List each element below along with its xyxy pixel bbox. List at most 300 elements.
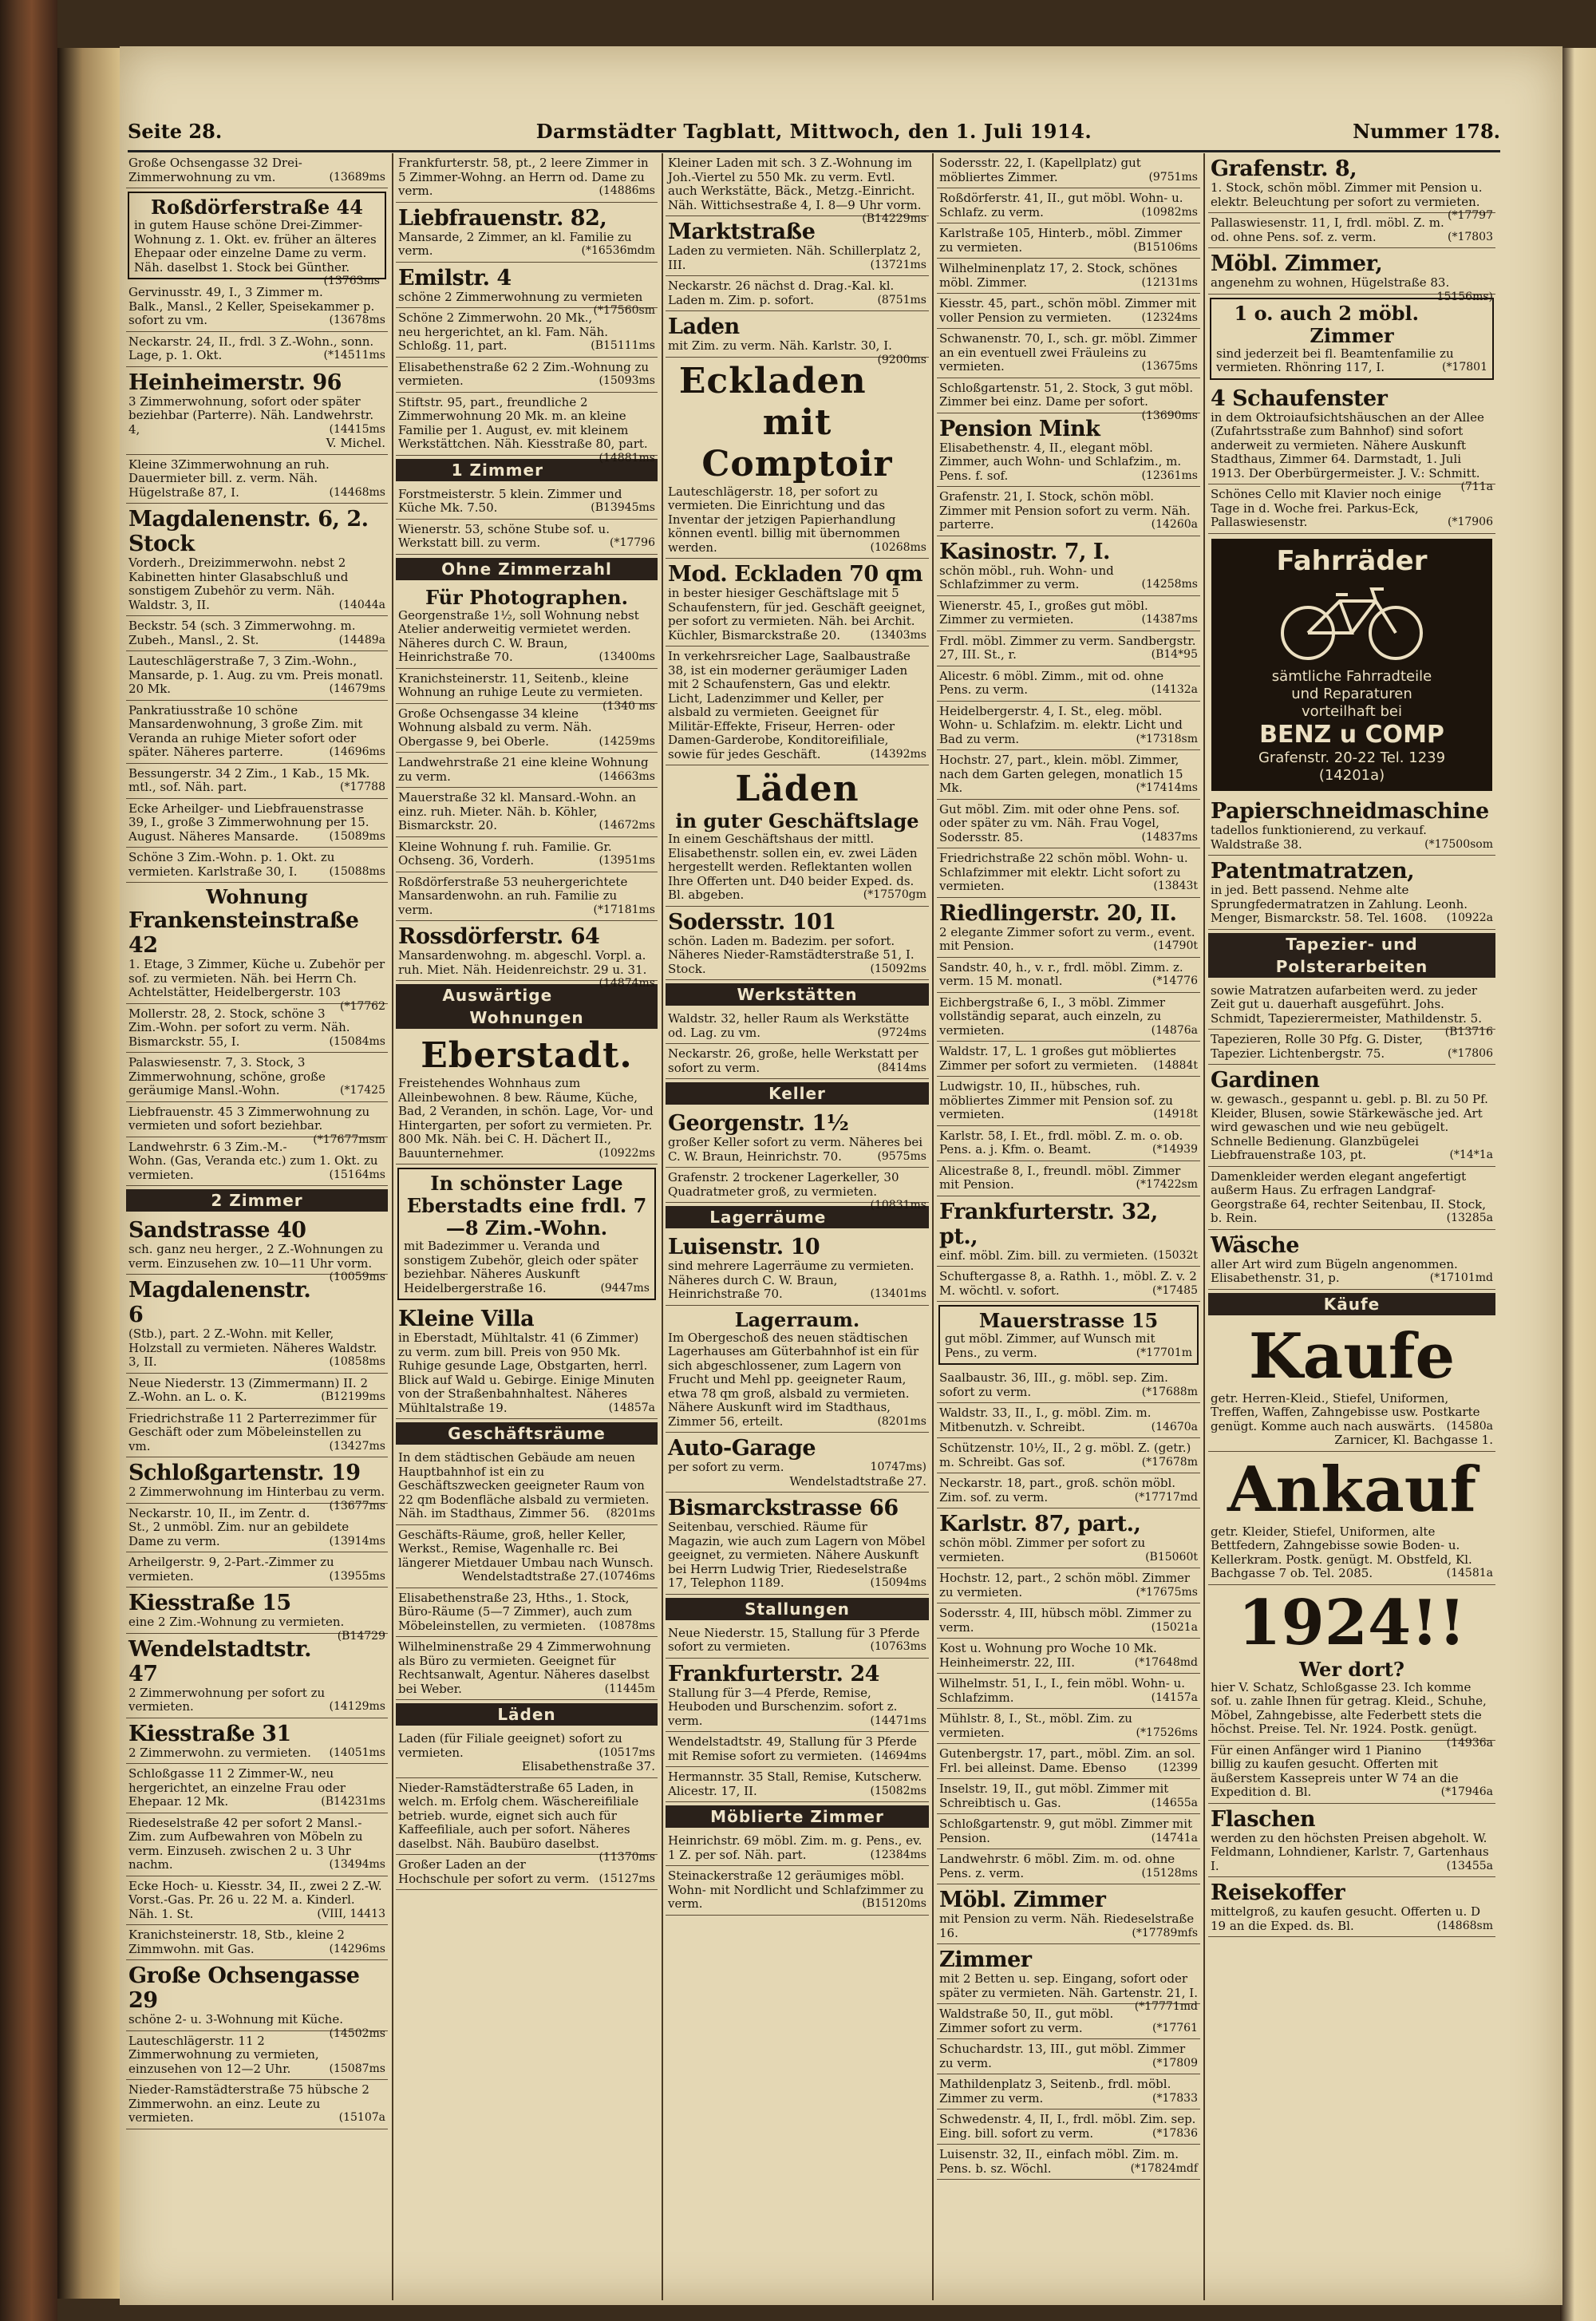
ad-code: (15021a xyxy=(1151,1620,1198,1634)
ad-text: Gutenbergstr. 17, part., möbl. Zim. an sol. Frl. bei alleinst. Dame. Ebenso xyxy=(939,1746,1195,1775)
classified-ad xyxy=(396,669,658,713)
classified-ad xyxy=(126,332,388,367)
ad-text: Luisenstr. 32, II., einfach möbl. Zim. m. Pens. b. sz. Wöchl. xyxy=(939,2147,1179,2176)
ad-body xyxy=(939,1164,1198,1192)
ad-text: tadellos funktionierend, zu verkauf. Waldstraße 38. xyxy=(1211,823,1427,852)
ad-body xyxy=(668,587,926,643)
ad-code: (B12199ms xyxy=(321,1390,385,1403)
ad-code: (13455a xyxy=(1446,1859,1493,1872)
ad-text: Stiftstr. 95, part., freundliche 2 Zimmerwohnung 20 Mk. m. an kleine Familie per 1. August, ev. mit kleinem Werkstättchen. Näh. Kiesstraße 80, part. xyxy=(398,394,648,451)
ad-text: Mühlstr. 8, I., St., möbl. Zim. zu vermieten. xyxy=(939,1711,1132,1740)
ad-text: Roßdörferstr. 41, II., gut möbl. Wohn- u. Schlafz. zu verm. xyxy=(939,191,1183,219)
classified-ad xyxy=(666,1306,929,1433)
ad-body xyxy=(128,556,385,612)
classified-ad xyxy=(126,2080,388,2129)
ad-body xyxy=(668,832,926,903)
ad-code: (14876a xyxy=(1151,1023,1198,1037)
classified-ad xyxy=(937,259,1200,294)
ad-body xyxy=(939,670,1198,698)
ad-body xyxy=(1211,275,1493,303)
ad-body xyxy=(398,1331,655,1415)
classified-ad xyxy=(396,583,658,669)
ad-headline: Schloßgartenstr. 19 xyxy=(128,1461,361,1485)
classified-ad xyxy=(937,2109,1200,2145)
section-heading: Auswärtige Wohnungen xyxy=(396,984,658,1029)
ad-code: (13955ms xyxy=(329,1569,385,1583)
ad-body xyxy=(128,2012,385,2040)
section-heading: Möblierte Zimmer xyxy=(666,1805,929,1828)
classified-ad xyxy=(937,898,1200,958)
classified-ad xyxy=(937,413,1200,488)
book-binding xyxy=(0,0,57,2321)
classified-ad xyxy=(666,1623,929,1659)
classified-ad xyxy=(937,750,1200,800)
classified-ad xyxy=(1208,1877,1495,1937)
ad-text: Für einen Anfänger wird 1 Pianino billig zu kaufen gesucht. Offerten mit äußerstem Kassepreis unter W 74 an die Expedition d. Bl. xyxy=(1211,1742,1459,1799)
ad-text: Ecke Hoch- u. Kiesstr. 34, II., zwei 2 Z.-W. Vorst.-Gas. Pr. 26 u. 22 M. a. Kinderl. Näh. 1. St. xyxy=(128,1878,382,1921)
classified-ad xyxy=(396,393,658,465)
classified-ad xyxy=(937,1042,1200,1077)
ad-text: Landwehrstr. 6 3 Zim.-M.-Wohn. (Gas, Veranda etc.) zum 1. Okt. zu vermieten. xyxy=(128,1139,378,1182)
classified-ad xyxy=(666,1009,929,1044)
ad-code: (14415ms xyxy=(329,422,385,436)
classified-ad xyxy=(396,1729,658,1778)
ad-body xyxy=(128,1412,385,1454)
bicycle-icon xyxy=(1272,577,1432,665)
classified-ad xyxy=(937,666,1200,702)
ad-code: (14655a xyxy=(1151,1796,1198,1809)
ad-code: (*17797 xyxy=(1448,209,1493,222)
ad-code: (B15120ms xyxy=(862,1897,926,1910)
ad-text: sowie Matratzen aufarbeiten werd. zu jeder Zeit gut u. dauerhaft ausgeführt. Johs. Schmidt, Tapezierermeister, Mathildenstr. 5. xyxy=(1211,983,1482,1026)
ad-text: hier V. Schatz, Schloßgasse 23. Ich komme sof. u. zahle Ihnen für getrag. Kleid., Schuhe, Möbel, Zahngebisse, alte Federbett stets die höchst. Preise. Tel. Nr. 1924. Postk. genügt. xyxy=(1211,1679,1487,1736)
ad-body xyxy=(398,1077,655,1160)
ad-text: Bessungerstr. 34 2 Zim., 1 Kab., 15 Mk. mtl., sof. Näh. part. xyxy=(128,765,370,794)
ad-text: Gut möbl. Zim. mit oder ohne Pens. sof. oder später zu vm. Näh. Frau Vogel, Sodersstr. 85. xyxy=(939,801,1180,844)
classified-ad xyxy=(396,1448,658,1525)
classified-ad xyxy=(937,800,1200,849)
ad-code: (10831ms xyxy=(870,1199,926,1212)
ad-code: (12324ms xyxy=(1141,310,1198,324)
ad-text: Schwanenstr. 70, I., sch. gr. möbl. Zimmer an ein eventuell zwei Fräuleins zu vermieten. xyxy=(939,331,1197,374)
ad-code: (14679ms xyxy=(329,682,385,695)
ad-code: (14471ms xyxy=(870,1714,926,1727)
ad-code: (14044a xyxy=(338,598,385,611)
ad-text: Friedrichstraße 22 schön möbl. Wohn- u. Schlafzimmer mit elektr. Licht sofort zu vermieten. xyxy=(939,851,1188,893)
ad-body xyxy=(398,876,655,918)
ad-code: (B14231ms xyxy=(321,1795,385,1808)
ad-headline: Frankfurterstr. 32, pt., xyxy=(939,1199,1158,1249)
ad-code: (14296ms xyxy=(329,1942,385,1955)
ad-code: (13427ms xyxy=(329,1439,385,1453)
section-heading: Tapezier- und Polsterarbeiten xyxy=(1208,933,1495,978)
bike-ad-line: und Reparaturen xyxy=(1291,686,1412,702)
ad-heading: Mauerstrasse 15 xyxy=(978,1309,1159,1332)
ad-body xyxy=(939,1971,1198,2013)
ad-code: (14392ms xyxy=(870,747,926,761)
ad-heading: 1 o. auch 2 möbl. Zimmer xyxy=(1234,301,1419,347)
ad-text: in dem Oktroiaufsichtshäuschen an der Allee (Zufahrtsstraße zum Bahnhof) sind sofort anderweit zu vermieten. Nähere Auskunft Stadthaus, Zimmer 64. Darmstadt, 1. Juli 1913. Der Oberbürgermeister. J. V.: Schmitt. xyxy=(1211,409,1484,480)
ad-code: (14868sm xyxy=(1436,1919,1493,1932)
ad-headline: Zimmer xyxy=(939,1947,1032,1972)
classified-columns xyxy=(126,153,1502,2292)
classified-ad xyxy=(397,1168,656,1300)
ad-body xyxy=(939,1045,1198,1073)
ad-body xyxy=(668,1047,926,1075)
classified-ad xyxy=(937,1161,1200,1196)
ad-body xyxy=(404,1240,650,1295)
classified-ad xyxy=(396,872,658,922)
ad-code: (9575ms xyxy=(877,1149,926,1163)
ad-text: Mauerstraße 32 kl. Mansard.-Wohn. an einz. ruh. Mieter. Näh. b. Köhler, Bismarckstr. 20. xyxy=(398,790,637,832)
ad-text: Schützenstr. 10½, II., 2 g. möbl. Z. (getr.) m. Schreibt. Gas sof. xyxy=(939,1441,1191,1469)
ad-body xyxy=(128,704,385,760)
ad-code: (14259ms xyxy=(598,734,655,748)
ad-body xyxy=(939,2078,1198,2106)
classified-ad xyxy=(666,1767,929,1802)
classified-ad xyxy=(937,1674,1200,1709)
ad-giant-title: 1924!! xyxy=(1238,1586,1466,1659)
ad-giant-title: Eberstadt. xyxy=(421,1035,633,1076)
ad-text: Schuftergasse 8, a. Rathh. 1., möbl. Z. v. 2 M. wöchtl. v. sofort. xyxy=(939,1269,1197,1298)
ad-text: Vorderh., Dreizimmerwohn. nebst 2 Kabinetten hinter Glasabschluß und sonstigem Zubehör zu verm. Näh. Waldstr. 3, II. xyxy=(128,556,349,612)
ad-code: (14581a xyxy=(1446,1567,1493,1580)
ad-code: (10517ms xyxy=(598,1746,655,1759)
ad-code: (*14939 xyxy=(1152,1143,1198,1156)
ad-body xyxy=(939,1747,1198,1775)
ad-text: Roßdörferstraße 53 neuhergerichtete Mansardenwohn. an ruh. Familie zu verm. xyxy=(398,874,628,917)
ad-code: (10858ms xyxy=(329,1355,385,1368)
ad-text: Neckarstr. 26, große, helle Werkstatt per sofort zu verm. xyxy=(668,1046,918,1075)
ad-text: Elisabethenstr. 4, II., elegant möbl. Zimmer, auch Wohn- und Schlafzim., m. Pens. f. sof. xyxy=(939,440,1182,483)
ad-body xyxy=(939,192,1198,219)
classified-ad xyxy=(937,536,1200,596)
ad-code: (13678ms xyxy=(329,314,385,326)
classified-ad xyxy=(937,631,1200,666)
ad-code: (9724ms xyxy=(877,1026,926,1039)
ad-code: (B15111ms xyxy=(591,339,655,352)
ad-code: (13721ms xyxy=(870,258,926,271)
ad-text: schöne 2 Zimmerwohnung zu vermieten xyxy=(398,289,643,304)
ad-code: (14129ms xyxy=(329,1700,385,1713)
ad-headline: Marktstraße xyxy=(668,219,816,244)
classified-ad xyxy=(937,1709,1200,1744)
ad-body xyxy=(939,1080,1198,1122)
ad-body xyxy=(398,488,655,516)
ad-text: eine 2 Zim.-Wohnung zu vermieten. xyxy=(128,1615,345,1629)
classified-ad xyxy=(937,1438,1200,1473)
ad-text: Lauteschlägerstr. 18, per sofort zu vermieten. Die Einrichtung und das Inventar der jetzigen Papierhandlung können eventl. billig mit übernommen werden. xyxy=(668,484,900,555)
ad-text: Schloßgartenstr. 51, 2. Stock, 3 gut möbl. Zimmer bei einz. Dame per sofort. xyxy=(939,380,1194,409)
ad-text: mit Badezimmer u. Veranda und sonstigem Zubehör, gleich oder später beziehbar. Näheres Auskunft Heidelbergerstraße 16. xyxy=(404,1239,638,1295)
ad-code: (*17101md xyxy=(1429,1271,1493,1284)
ad-body xyxy=(1211,180,1493,222)
ad-body xyxy=(939,635,1198,662)
ad-headline: Flaschen xyxy=(1211,1806,1315,1832)
classified-ad xyxy=(126,1876,388,1926)
ad-code: (14051ms xyxy=(329,1746,385,1759)
classified-ad xyxy=(396,753,658,788)
ad-headline: Heinheimerstr. 96 xyxy=(128,370,342,395)
classified-ad xyxy=(126,651,388,701)
ad-text: Landwehrstraße 21 eine kleine Wohnung zu verm. xyxy=(398,755,649,784)
classified-ad xyxy=(1208,796,1495,856)
ad-code: (*17422sm xyxy=(1136,1178,1198,1191)
classified-ad xyxy=(937,702,1200,751)
classified-ad xyxy=(666,1232,929,1306)
ad-code: (15082ms xyxy=(870,1784,926,1797)
ad-text: Pallaswiesenstr. 11, I, frdl. möbl. Z. m. od. ohne Pens. sof. z. verm. xyxy=(1211,215,1444,244)
classified-ad xyxy=(396,520,658,555)
ad-text: Stallung für 3—4 Pferde, Remise, Heuboden und Burschenzim. sofort z. verm. xyxy=(668,1685,898,1728)
ad-body xyxy=(939,705,1198,747)
classified-ad xyxy=(1208,1065,1495,1167)
ad-code: (*17771md xyxy=(1134,2000,1198,2013)
classified-ad xyxy=(937,596,1200,631)
ad-signature: Wendelstadtstraße 27. xyxy=(789,1473,926,1489)
ad-body xyxy=(939,803,1198,845)
ad-body xyxy=(398,609,655,665)
ad-text: Kiesstr. 45, part., schön möbl. Zimmer mit voller Pension zu vermieten. xyxy=(939,296,1196,325)
ad-code: (B13945ms xyxy=(591,501,655,514)
ad-code: (14258ms xyxy=(1141,578,1198,591)
section-heading: Käufe xyxy=(1208,1293,1495,1315)
ad-code: (15164ms xyxy=(329,1168,385,1181)
ad-code: (15032t xyxy=(1153,1248,1198,1262)
ad-text: Schönes Cello mit Klavier noch einige Tage in d. Woche frei. Parkus-Eck, Pallaswiesenstr. xyxy=(1211,487,1442,529)
ad-body xyxy=(398,756,655,784)
classified-ad xyxy=(126,1457,388,1512)
ad-body xyxy=(945,1332,1192,1360)
ad-code: (*17789mfs xyxy=(1132,1926,1198,1939)
ad-headline: Wendelstadtstr. 47 xyxy=(128,1636,312,1686)
classified-ad xyxy=(126,153,388,188)
classified-ad xyxy=(1208,484,1495,534)
ad-code: (*17688m xyxy=(1141,1385,1198,1398)
bike-ad-title: Fahrräder xyxy=(1276,544,1428,577)
ad-code: (B13716 xyxy=(1444,1026,1493,1038)
column-3 xyxy=(666,153,929,2292)
classified-ad xyxy=(126,848,388,883)
ad-text: per sofort zu verm. xyxy=(668,1460,784,1474)
ad-text: Wilhelminenplatz 17, 2. Stock, schönes möbl. Zimmer. xyxy=(939,261,1178,290)
page-gutter xyxy=(57,48,121,2299)
ad-body xyxy=(939,961,1198,989)
ad-headline: Luisenstr. 10 xyxy=(668,1235,820,1259)
ad-body xyxy=(1211,983,1493,1038)
ad-text: Wendelstadtstr. 49, Stallung für 3 Pferde mit Remise sofort zu vermieten. xyxy=(668,1734,917,1763)
classified-ad xyxy=(666,1732,929,1767)
ad-body xyxy=(668,935,926,977)
ad-code: (*17570gm xyxy=(863,888,926,901)
ad-text: In dem städtischen Gebäude am neuen Hauptbahnhof ist ein zu Geschäftszwecken geeigneter Raum von 22 qm Bodenfläche alsbald zu vermieten. Näh. im Stadthaus, Zimmer 56. xyxy=(398,1450,650,1520)
ad-headline: Wäsche xyxy=(1211,1232,1299,1258)
classified-ad xyxy=(937,1779,1200,1814)
ad-body xyxy=(398,1640,655,1696)
ad-text: schön. Laden m. Badezim. per sofort. Näheres Nieder-Ramstädterstraße 51, I. Stock. xyxy=(668,933,915,976)
classified-ad xyxy=(937,1267,1200,1302)
ad-body xyxy=(939,1607,1198,1635)
ad-text: Beckstr. 54 (sch. 3 Zimmerwohng. m. Zubeh., Mansl., 2. St. xyxy=(128,619,356,647)
ad-text: Freistehendes Wohnhaus zum Alleinbewohnen. 8 bew. Räume, Küche, Bad, 2 Veranden, in schön. Lage, Vor- und Hintergarten, per sofort zu vermieten. Pr. 800 Mk. Näh. bei C. H. Dächert II., Bauunternehmer. xyxy=(398,1076,654,1160)
adjacent-page-edge xyxy=(1560,48,1596,2321)
bike-ad-brand: BENZ u COMP xyxy=(1259,721,1444,749)
ad-text: 2 Zimmerwohn. zu vermieten. xyxy=(128,1745,311,1760)
classified-ad xyxy=(937,1126,1200,1161)
ad-code: (8201ms xyxy=(606,1507,655,1520)
classified-ad xyxy=(937,1814,1200,1849)
ad-code: (14132a xyxy=(1151,683,1198,696)
ad-body xyxy=(939,2148,1198,2176)
ad-code: (*17761 xyxy=(1152,2021,1198,2034)
ad-body xyxy=(939,1572,1198,1599)
ad-body xyxy=(128,1686,385,1714)
ad-body xyxy=(128,1615,385,1643)
ad-code: (13400ms xyxy=(598,650,655,663)
ad-text: mit 2 Betten u. sep. Eingang, sofort oder später zu vermieten. Näh. Gartenstr. 21, I. xyxy=(939,1971,1198,2000)
ad-text: Schöne 2 Zimmerwohn. 20 Mk., neu hergerichtet, an kl. Fam. Näh. Schloßg. 11, part. xyxy=(398,310,609,353)
classified-ad xyxy=(1208,248,1495,303)
ad-code: (10746ms xyxy=(598,1570,655,1583)
ad-text: Kleine Wohnung f. ruh. Familie. Gr. Ochseng. 36, Vorderh. xyxy=(398,839,612,868)
classified-ad xyxy=(126,504,388,616)
ad-body xyxy=(939,1441,1198,1469)
ad-body xyxy=(668,1627,926,1655)
ad-text: großer Keller sofort zu verm. Näheres bei C. W. Braun, Heinrichstr. 70. xyxy=(668,1135,923,1164)
classified-ad xyxy=(937,223,1200,259)
ad-body xyxy=(128,1817,385,1872)
ad-body xyxy=(939,1129,1198,1157)
ad-body xyxy=(128,1377,385,1405)
ad-text: Frdl. möbl. Zimmer zu verm. Sandbergstr. 27, III. St., r. xyxy=(939,633,1196,662)
ad-body xyxy=(398,791,655,833)
ad-body xyxy=(128,156,385,184)
section-heading: Keller xyxy=(666,1082,929,1105)
ad-code: (13843t xyxy=(1153,880,1198,892)
column-5 xyxy=(1208,153,1495,2292)
ad-body xyxy=(1211,824,1493,852)
ad-text: Hermannstr. 35 Stall, Remise, Kutscherw. Alicestr. 17, II. xyxy=(668,1769,922,1798)
ad-body xyxy=(128,395,385,437)
classified-ad xyxy=(126,799,388,848)
ad-body xyxy=(668,1170,926,1212)
classified-ad xyxy=(396,484,658,520)
ad-code: (15087ms xyxy=(329,2062,385,2075)
bike-ad-line: vorteilhaft bei xyxy=(1302,703,1402,720)
ad-body xyxy=(668,1770,926,1798)
ad-body xyxy=(668,1461,926,1475)
ad-text: Nieder-Ramstädterstraße 75 hübsche 2 Zimmerwohn. an einz. Leute zu vermieten. xyxy=(128,2082,369,2125)
ad-text: Im Obergeschoß des neuen städtischen Lagerhauses am Güterbahnhof ist ein für sich abgeschlossener, zum Lagern von Frucht und Mehl pp. geeigneter Raum, etwa 78 qm groß, alsbald zu vermieten. Nähere Auskunft wird im Stadthaus, Zimmer 56, erteilt. xyxy=(668,1330,919,1429)
ad-body xyxy=(128,1242,385,1283)
issue-number: Nummer 178. xyxy=(1353,120,1500,143)
ad-body xyxy=(939,380,1198,422)
ad-text: Sodersstr. 4, III, hübsch möbl. Zimmer zu verm. xyxy=(939,1606,1192,1635)
ad-body xyxy=(668,485,926,556)
ad-text: Sodersstr. 22, I. (Kapellplatz) gut möbliertes Zimmer. xyxy=(939,156,1141,184)
ad-text: 2 elegante Zimmer sofort zu verm., event. mit Pension. xyxy=(939,924,1195,953)
ad-body xyxy=(128,851,385,879)
ad-heading: Wohnung xyxy=(206,885,308,908)
ad-body xyxy=(398,523,655,551)
ad-text: Inselstr. 19, II., gut möbl. Zimmer mit Schreibtisch u. Gas. xyxy=(939,1781,1169,1810)
classified-ad xyxy=(937,1603,1200,1639)
ad-headline: Laden xyxy=(668,314,740,339)
classified-ad xyxy=(937,188,1200,223)
ad-giant-title: Läden xyxy=(735,769,859,809)
ad-code: (15107a xyxy=(338,2111,385,2124)
ad-text: (Stb.), part. 2 Z.-Wohn. mit Keller, Holzstall zu vermieten. Näheres Waldstr. 3, II. xyxy=(128,1327,377,1369)
ad-headline: Emilstr. 4 xyxy=(398,265,512,291)
ad-body xyxy=(1211,409,1493,493)
ad-body xyxy=(128,1928,385,1956)
classified-ad xyxy=(126,1102,388,1146)
ad-text: in Eberstadt, Mühltalstr. 41 (6 Zimmer) zu verm. zum bill. Preis von 950 Mk. Ruhige gesunde Lage, Obstgarten, herrl. Blick auf Wald u. Gebirge. Einige Minuten von der Straßenbahnhaltest. Näheres Mühltalstraße 19. xyxy=(398,1331,655,1415)
ad-text: 1. Stock, schön möbl. Zimmer mit Pension u. elektr. Beleuchtung per sofort zu vermieten. xyxy=(1211,180,1483,209)
ad-text: Schwedenstr. 4, II, I., frdl. möbl. Zim. sep. Eing. bill. sofort zu verm. xyxy=(939,2112,1196,2141)
classified-ad xyxy=(1208,981,1495,1038)
ad-headline: Lagerraum. xyxy=(734,1307,860,1331)
ad-text: 2 Zimmerwohnung im Hinterbau zu verm. xyxy=(128,1485,385,1499)
column-2 xyxy=(396,153,658,2292)
ad-heading: In schönster Lage Eberstadts eine frdl. 7—8 Zim.-Wohn. xyxy=(406,1172,647,1240)
ad-body xyxy=(939,1371,1198,1399)
classified-ad xyxy=(396,837,658,872)
ad-body xyxy=(128,802,385,844)
ad-body xyxy=(398,1732,655,1760)
ad-code: (14886ms xyxy=(598,184,655,197)
ad-code: (8201ms xyxy=(877,1414,926,1428)
ad-body xyxy=(1211,1258,1493,1286)
ad-code: (14741a xyxy=(1151,1831,1198,1845)
ad-text: Alicestr. 6 möbl. Zimm., mit od. ohne Pens. zu verm. xyxy=(939,668,1164,697)
ad-text: Eichbergstraße 6, I., 3 möbl. Zimmer vollständig separat, auch einzeln, zu vermieten. xyxy=(939,994,1166,1038)
classified-ad xyxy=(666,559,929,646)
bike-ad-code: (14201a) xyxy=(1318,767,1385,784)
bicycle-advertisement xyxy=(1211,539,1492,792)
classified-ad xyxy=(396,358,658,393)
ad-body xyxy=(398,231,655,259)
ad-body xyxy=(668,244,926,272)
ad-code: (10763ms xyxy=(870,1640,926,1653)
ad-body xyxy=(128,1327,385,1370)
classified-ad xyxy=(937,153,1200,188)
ad-code: (14874ms xyxy=(598,977,655,990)
ad-body xyxy=(128,619,385,647)
classified-ad xyxy=(396,1525,658,1588)
ad-headline: Liebfrauenstr. 82, xyxy=(398,205,607,231)
classified-ad xyxy=(126,455,388,504)
ad-text: aller Art wird zum Bügeln angenommen. Elisabethenstr. 31, p. xyxy=(1211,1256,1458,1285)
ad-body xyxy=(939,1270,1198,1298)
classified-ad xyxy=(666,1493,929,1595)
ad-code: (10922ms xyxy=(598,1146,655,1160)
column-1 xyxy=(126,153,388,2292)
ad-code: (15127ms xyxy=(598,1872,655,1885)
ad-body xyxy=(398,156,655,199)
ad-text: Heinrichstr. 69 möbl. Zim. m. g. Pens., ev. 1 Z. per sof. Näh. part. xyxy=(668,1833,922,1862)
ad-text: Waldstr. 17, L. 1 großes gut möbliertes Zimmer per sofort zu vermieten. xyxy=(939,1044,1176,1073)
ad-text: w. gewasch., gespannt u. gebl. p. Bl. zu 50 Pf. Kleider, Blusen, sowie Stärkewäsche jed. Art wird gewaschen und wie neu gebügelt. Schnelle Bedienung. Glanzbügelei Liebfrauenstraße 103, pt. xyxy=(1211,1092,1488,1162)
classified-ad xyxy=(937,1849,1200,1884)
ad-body xyxy=(668,1834,926,1862)
ad-text: getr. Herren-Kleid., Stiefel, Uniformen, Treffen, Waffen, Zahngebisse usw. Postkarte genügt. Komme auch nach auswärts. xyxy=(1211,1390,1480,1433)
ad-code: 15156ms) xyxy=(1436,290,1493,303)
ad-text: Neckarstr. 26 nächst d. Drag.-Kal. kl. Laden m. Zim. p. sofort. xyxy=(668,279,895,307)
classified-ad xyxy=(666,1044,929,1079)
ad-headline: Möbl. Zimmer, xyxy=(1211,251,1383,276)
column-4 xyxy=(937,153,1200,2292)
